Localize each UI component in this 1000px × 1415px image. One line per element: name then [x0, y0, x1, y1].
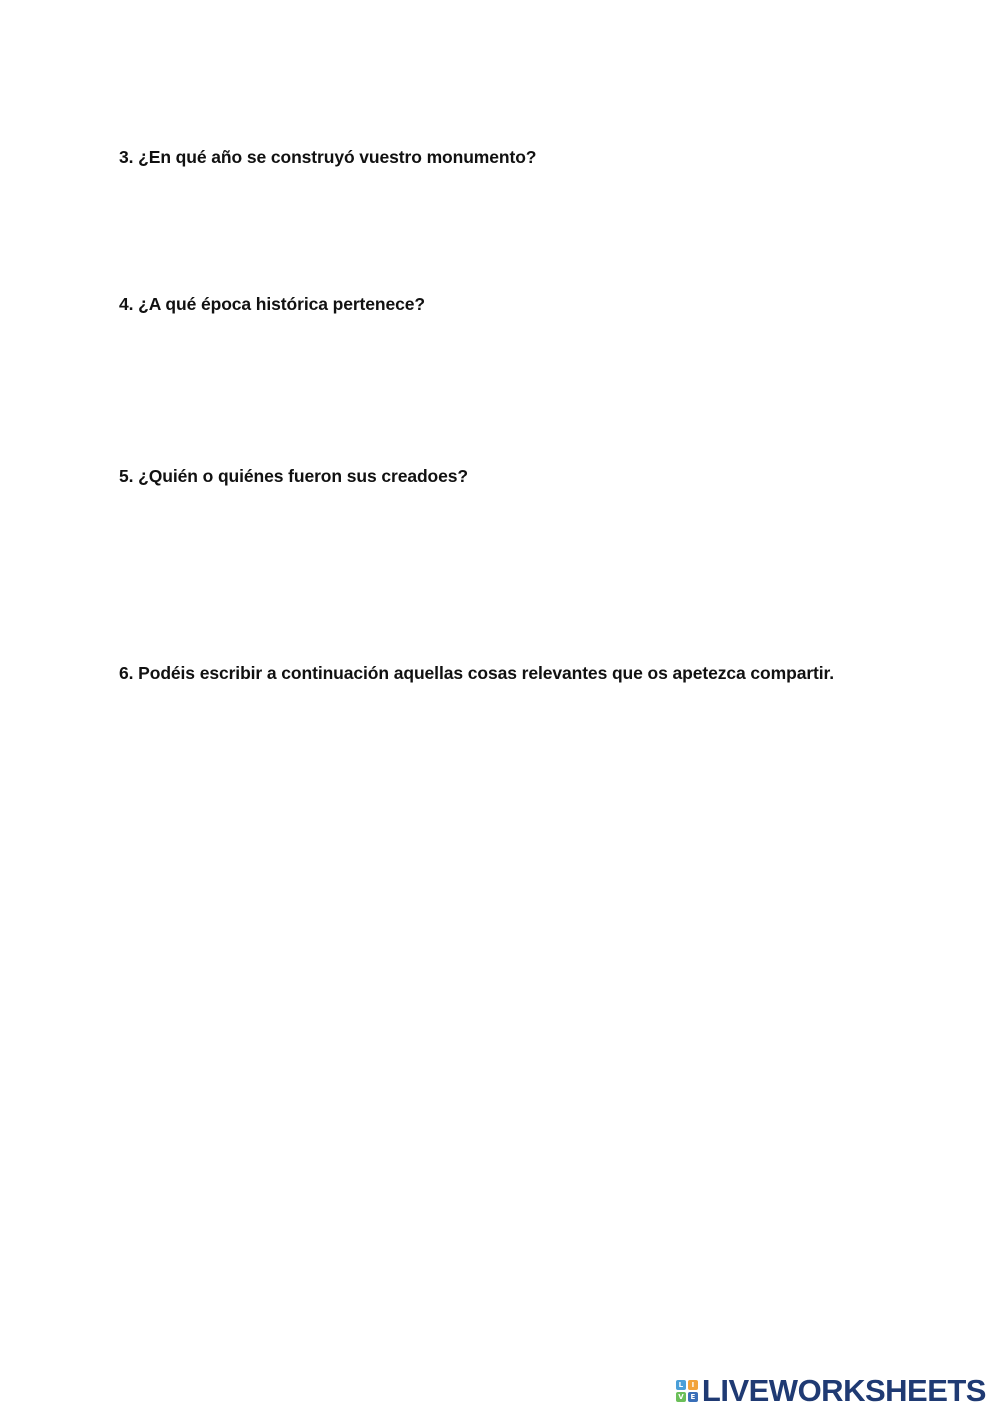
- question-3: 3. ¿En qué año se construyó vuestro monumento?: [119, 147, 537, 167]
- brand-name: LIVEWORKSHEETS: [701, 1373, 986, 1408]
- liveworksheets-logo-icon: [676, 1380, 698, 1402]
- logo-letter-l: L: [676, 1380, 686, 1390]
- liveworksheets-watermark: [676, 1375, 986, 1407]
- question-4: 4. ¿A qué época histórica pertenece?: [119, 294, 425, 314]
- logo-letter-v: V: [676, 1392, 686, 1402]
- question-5: 5. ¿Quién o quiénes fueron sus creadoes?: [119, 466, 468, 486]
- logo-letter-e: E: [688, 1392, 698, 1402]
- logo-letter-i: I: [688, 1380, 698, 1390]
- question-6: 6. Podéis escribir a continuación aquellas cosas relevantes que os apetezca compartir.: [119, 663, 835, 683]
